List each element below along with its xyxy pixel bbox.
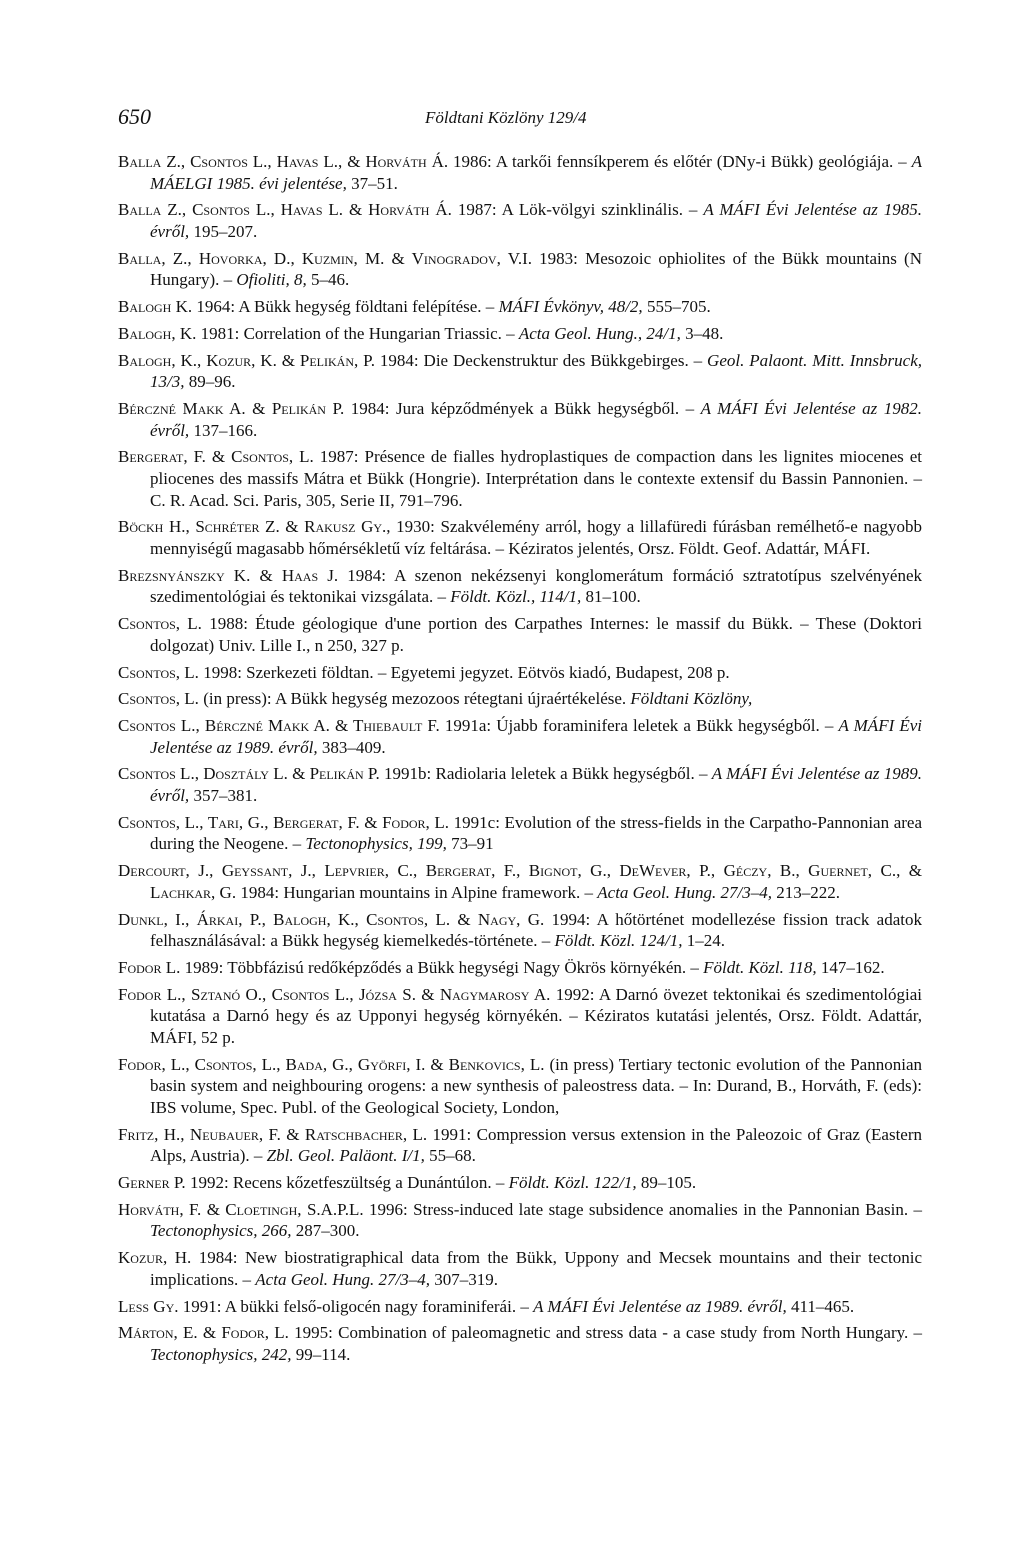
reference-pages: 1–24. <box>682 931 726 951</box>
reference-text: 1991a: Újabb foraminifera leletek a Bükk hegységből. – <box>439 716 839 736</box>
reference-entry <box>118 323 922 345</box>
reference-entry <box>118 957 922 979</box>
reference-source: Földtani Közlöny, <box>630 689 753 709</box>
reference-authors: Dercourt, J., Geyssant, J., Lepvrier, C., Bergerat, F., Bignot, G., DeWever, P., Géczy, B., Guernet, C., & Lachkar, G. <box>118 861 922 902</box>
reference-text: (in press) Tertiary tectonic evolution of the Pannonian basin system and neighbouring orogens: a new synthesis of paleostress data. – In: Durand, B., Horváth, F. (eds): IBS volume, Spec. Publ. of the Geological Society, London, <box>150 1054 922 1117</box>
reference-pages: 213–222. <box>771 882 840 902</box>
reference-pages: 147–162. <box>816 957 885 977</box>
reference-entry <box>118 516 922 559</box>
reference-source: Tectonophysics, 266, <box>150 1221 292 1241</box>
reference-authors: Márton, E. & Fodor, L. <box>118 1323 289 1343</box>
journal-title: Földtani Közlöny 129/4 <box>425 108 587 127</box>
reference-text: 1991: A bükki felső-oligocén nagy foraminiferái. – <box>178 1296 534 1316</box>
reference-authors: Less Gy. <box>118 1296 179 1316</box>
reference-source: A MÁELGI 1985. évi jelentése, <box>150 152 922 193</box>
reference-text: 1984: Jura képződmények a Bükk hegységből. – <box>344 399 701 419</box>
reference-authors: Brezsnyánszky K. & Haas J. <box>118 565 339 585</box>
reference-text: 1987: A Lök-völgyi szinklinális. – <box>451 200 704 220</box>
reference-authors: Csontos, L., Tari, G., Bergerat, F. & Fodor, L. <box>118 812 450 832</box>
reference-pages: 411–465. <box>786 1296 855 1316</box>
reference-source: MÁFI Évkönyv, 48/2, <box>498 297 643 317</box>
reference-text: 1995: Combination of paleomagnetic and stress data - a case study from North Hungary. – <box>288 1323 922 1343</box>
reference-text: 1984: Hungarian mountains in Alpine framework. – <box>236 882 598 902</box>
reference-entry <box>118 909 922 952</box>
page-number: 650 <box>118 104 151 129</box>
reference-source: Földt. Közl. 118, <box>703 957 817 977</box>
reference-entry <box>118 1054 922 1119</box>
reference-pages: 195–207. <box>189 221 258 241</box>
reference-source: Tectonophysics, 199, <box>305 834 447 854</box>
reference-text: 1984: Die Deckenstruktur des Bükkgebirges. – <box>375 350 708 370</box>
reference-pages: 287–300. <box>291 1221 360 1241</box>
reference-entry <box>118 565 922 608</box>
reference-text: 1994: A hőtörténet modellezése fission track adatok felhasználásával: a Bükk hegység kiemelkedés-története. – <box>150 909 922 951</box>
reference-text: , 1930: Szakvélemény arról, hogy a lillafüredi fúrásban remélhető-e nagyobb mennyiségű magasabb hőmérsékletű víz feltárása. – Kéziratos jelentés, Orsz. Földt. Geof. Adattár, MÁFI. <box>150 517 923 558</box>
reference-source: Földt. Közl. 122/1, <box>508 1173 637 1193</box>
reference-authors: Csontos, L. <box>118 614 202 634</box>
reference-source: A MÁFI Évi Jelentése az 1982. évről, <box>150 399 923 440</box>
reference-pages: 137–166. <box>189 420 258 440</box>
reference-source: Földt. Közl., 114/1, <box>450 587 582 607</box>
reference-pages: 357–381. <box>189 786 258 806</box>
reference-entry <box>118 763 922 806</box>
reference-source: Tectonophysics, 242, <box>150 1344 292 1364</box>
reference-text: 1991: Compression versus extension in the Paleozoic of Graz (Eastern Alps, Austria). – <box>150 1124 922 1166</box>
reference-source: Acta Geol. Hung. 27/3–4, <box>597 882 772 902</box>
reference-text: 1984: New biostratigraphical data from the Bükk, Uppony and Mecsek mountains and their tectonic implications. – <box>150 1248 922 1289</box>
reference-authors: Fodor, L., Csontos, L., Bada, G., Györfi, I. & Benkovics, L. <box>118 1054 545 1074</box>
reference-text: 1992: Recens kőzetfeszültség a Dunántúlon. – <box>185 1173 509 1193</box>
reference-pages: 3–48. <box>680 323 724 343</box>
reference-authors: Balla Z., Csontos L., Havas L., & Horváth Á. <box>118 152 449 171</box>
reference-authors: Gerner P. <box>118 1173 186 1193</box>
reference-list <box>118 151 922 1371</box>
reference-entry <box>118 1247 922 1290</box>
reference-pages: 383–409. <box>317 737 386 757</box>
reference-text: 1996: Stress-induced late stage subsidence anomalies in the Pannonian Basin. – <box>363 1199 922 1219</box>
reference-pages: 89–105. <box>636 1173 697 1193</box>
reference-source: Ofioliti, 8, <box>236 270 307 290</box>
reference-entry <box>118 296 922 318</box>
reference-authors: Fodor L., Sztanó O., Csontos L., Józsa S. & Nagymarosy A. <box>118 984 551 1004</box>
reference-entry <box>118 1199 922 1242</box>
reference-source: A MÁFI Évi Jelentése az 1989. évről, <box>150 764 922 806</box>
reference-authors: Csontos, L. <box>118 689 199 709</box>
reference-text: (in press): A Bükk hegység mezozoos rétegtani újraértékelése. <box>198 689 631 709</box>
reference-pages: 55–68. <box>424 1146 476 1166</box>
reference-authors: Bergerat, F. & Csontos, L. <box>118 447 314 467</box>
reference-entry <box>118 662 922 684</box>
reference-entry <box>118 446 922 511</box>
reference-authors: Balogh, K., Kozur, K. & Pelikán, P. <box>118 350 375 370</box>
reference-text: 1992: A Darnó övezet tektonikai és szedimentológiai kutatása a Darnó hegy és az Upponyi hegység környékén. – Kéziratos kutatási jelentés, Orsz. Földt. Adattár, MÁFI, 52 p. <box>150 984 923 1047</box>
reference-entry <box>118 1124 922 1167</box>
reference-source: A MÁFI Évi Jelentése az 1989. évről, <box>150 716 923 757</box>
reference-authors: Dunkl, I., Árkai, P., Balogh, K., Csontos, L. & Nagy, G. <box>118 909 545 929</box>
reference-source: Acta Geol. Hung., 24/1, <box>518 323 681 343</box>
reference-text: 1987: Présence de fialles hydroplastiques de compaction dans les lignites miocenes et pliocenes des massifs Mátra et Bükk (Hongrie). Interprétation dans le contexte extensif du Bassin Pannonien. – C. R. Acad. Sci. Paris, 305, Serie II, 791–796. <box>150 447 922 510</box>
reference-authors: Fritz, H., Neubauer, F. & Ratschbacher, L. <box>118 1124 428 1144</box>
reference-text: 1984: A szenon nekézsenyi konglomerátum formáció sztratotípus szelvényének szedimentológiai és tektonikai vizsgálata. – <box>150 565 923 607</box>
reference-source: Zbl. Geol. Paläont. I/1, <box>266 1146 425 1166</box>
reference-entry <box>118 350 922 393</box>
reference-entry <box>118 151 922 194</box>
reference-entry <box>118 1322 922 1365</box>
reference-entry <box>118 1172 922 1194</box>
reference-text: 1998: Szerkezeti földtan. – Egyetemi jegyzet. Eötvös kiadó, Budapest, 208 p. <box>198 662 730 682</box>
reference-authors: Csontos L., Bérczné Makk A. & Thiebault F. <box>118 716 440 736</box>
reference-text: 1983: Mesozoic ophiolites of the Bükk mountains (N Hungary). – <box>150 248 922 290</box>
reference-text: 1988: Étude géologique d'une portion des Carpathes Internes: le massif du Bükk. – These (Doktori dolgozat) Univ. Lille I., n 250, 327 p. <box>150 614 922 655</box>
reference-pages: 555–705. <box>642 297 711 317</box>
reference-authors: Csontos L., Dosztály L. & Pelikán P. <box>118 764 380 784</box>
reference-authors: Horváth, F. & Cloetingh, S.A.P.L. <box>118 1199 364 1219</box>
reference-text: 1989: Többfázisú redőképződés a Bükk hegységi Nagy Ökrös környékén. – <box>180 957 704 977</box>
reference-entry <box>118 199 922 242</box>
reference-pages: 99–114. <box>291 1344 351 1364</box>
reference-entry <box>118 613 922 656</box>
reference-text: 1991c: Evolution of the stress-fields in the Carpatho-Pannonian area during the Neogene. – <box>150 812 922 854</box>
reference-text: 1981: Correlation of the Hungarian Triassic. – <box>196 323 519 343</box>
reference-authors: Balogh K. <box>118 297 193 317</box>
reference-authors: Csontos, L. <box>118 662 199 682</box>
reference-pages: 81–100. <box>581 587 641 607</box>
reference-authors: Fodor L. <box>118 957 181 977</box>
reference-pages: 73–91 <box>446 834 494 854</box>
reference-pages: 5–46. <box>306 270 350 290</box>
reference-source: Földt. Közl. 124/1, <box>554 931 683 951</box>
reference-entry <box>118 812 922 855</box>
reference-source: A MÁFI Évi Jelentése az 1985. évről, <box>150 200 923 241</box>
reference-pages: 89–96. <box>184 372 236 392</box>
reference-source: A MÁFI Évi Jelentése az 1989. évről, <box>533 1296 787 1316</box>
reference-text: 1986: A tarkői fennsíkperem és előtér (DNy-i Bükk) geológiája. – <box>448 152 912 171</box>
reference-entry <box>118 1296 922 1318</box>
reference-authors: Balla Z., Csontos L., Havas L. & Horváth Á. <box>118 200 452 220</box>
reference-entry <box>118 860 922 903</box>
reference-entry <box>118 248 922 291</box>
reference-source: Acta Geol. Hung. 27/3–4, <box>255 1269 430 1289</box>
reference-authors: Balogh, K. <box>118 323 197 343</box>
reference-authors: Bérczné Makk A. & Pelikán P. <box>118 399 345 419</box>
reference-text: 1991b: Radiolaria leletek a Bükk hegységből. – <box>379 764 712 784</box>
reference-authors: Balla, Z., Hovorka, D., Kuzmin, M. & Vinogradov, V.I. <box>118 248 532 268</box>
reference-pages: 37–51. <box>346 173 398 193</box>
reference-entry <box>118 398 922 441</box>
reference-authors: Böckh H., Schréter Z. & Rakusz Gy. <box>118 517 387 537</box>
reference-authors: Kozur, H. <box>118 1248 192 1268</box>
page-header <box>118 104 918 134</box>
reference-entry <box>118 688 922 710</box>
reference-pages: 307–319. <box>430 1269 498 1289</box>
reference-text: 1964: A Bükk hegység földtani felépítése. – <box>192 297 499 317</box>
reference-entry <box>118 984 922 1049</box>
reference-source: Geol. Palaont. Mitt. Innsbruck, 13/3, <box>150 350 922 392</box>
reference-entry <box>118 715 922 758</box>
